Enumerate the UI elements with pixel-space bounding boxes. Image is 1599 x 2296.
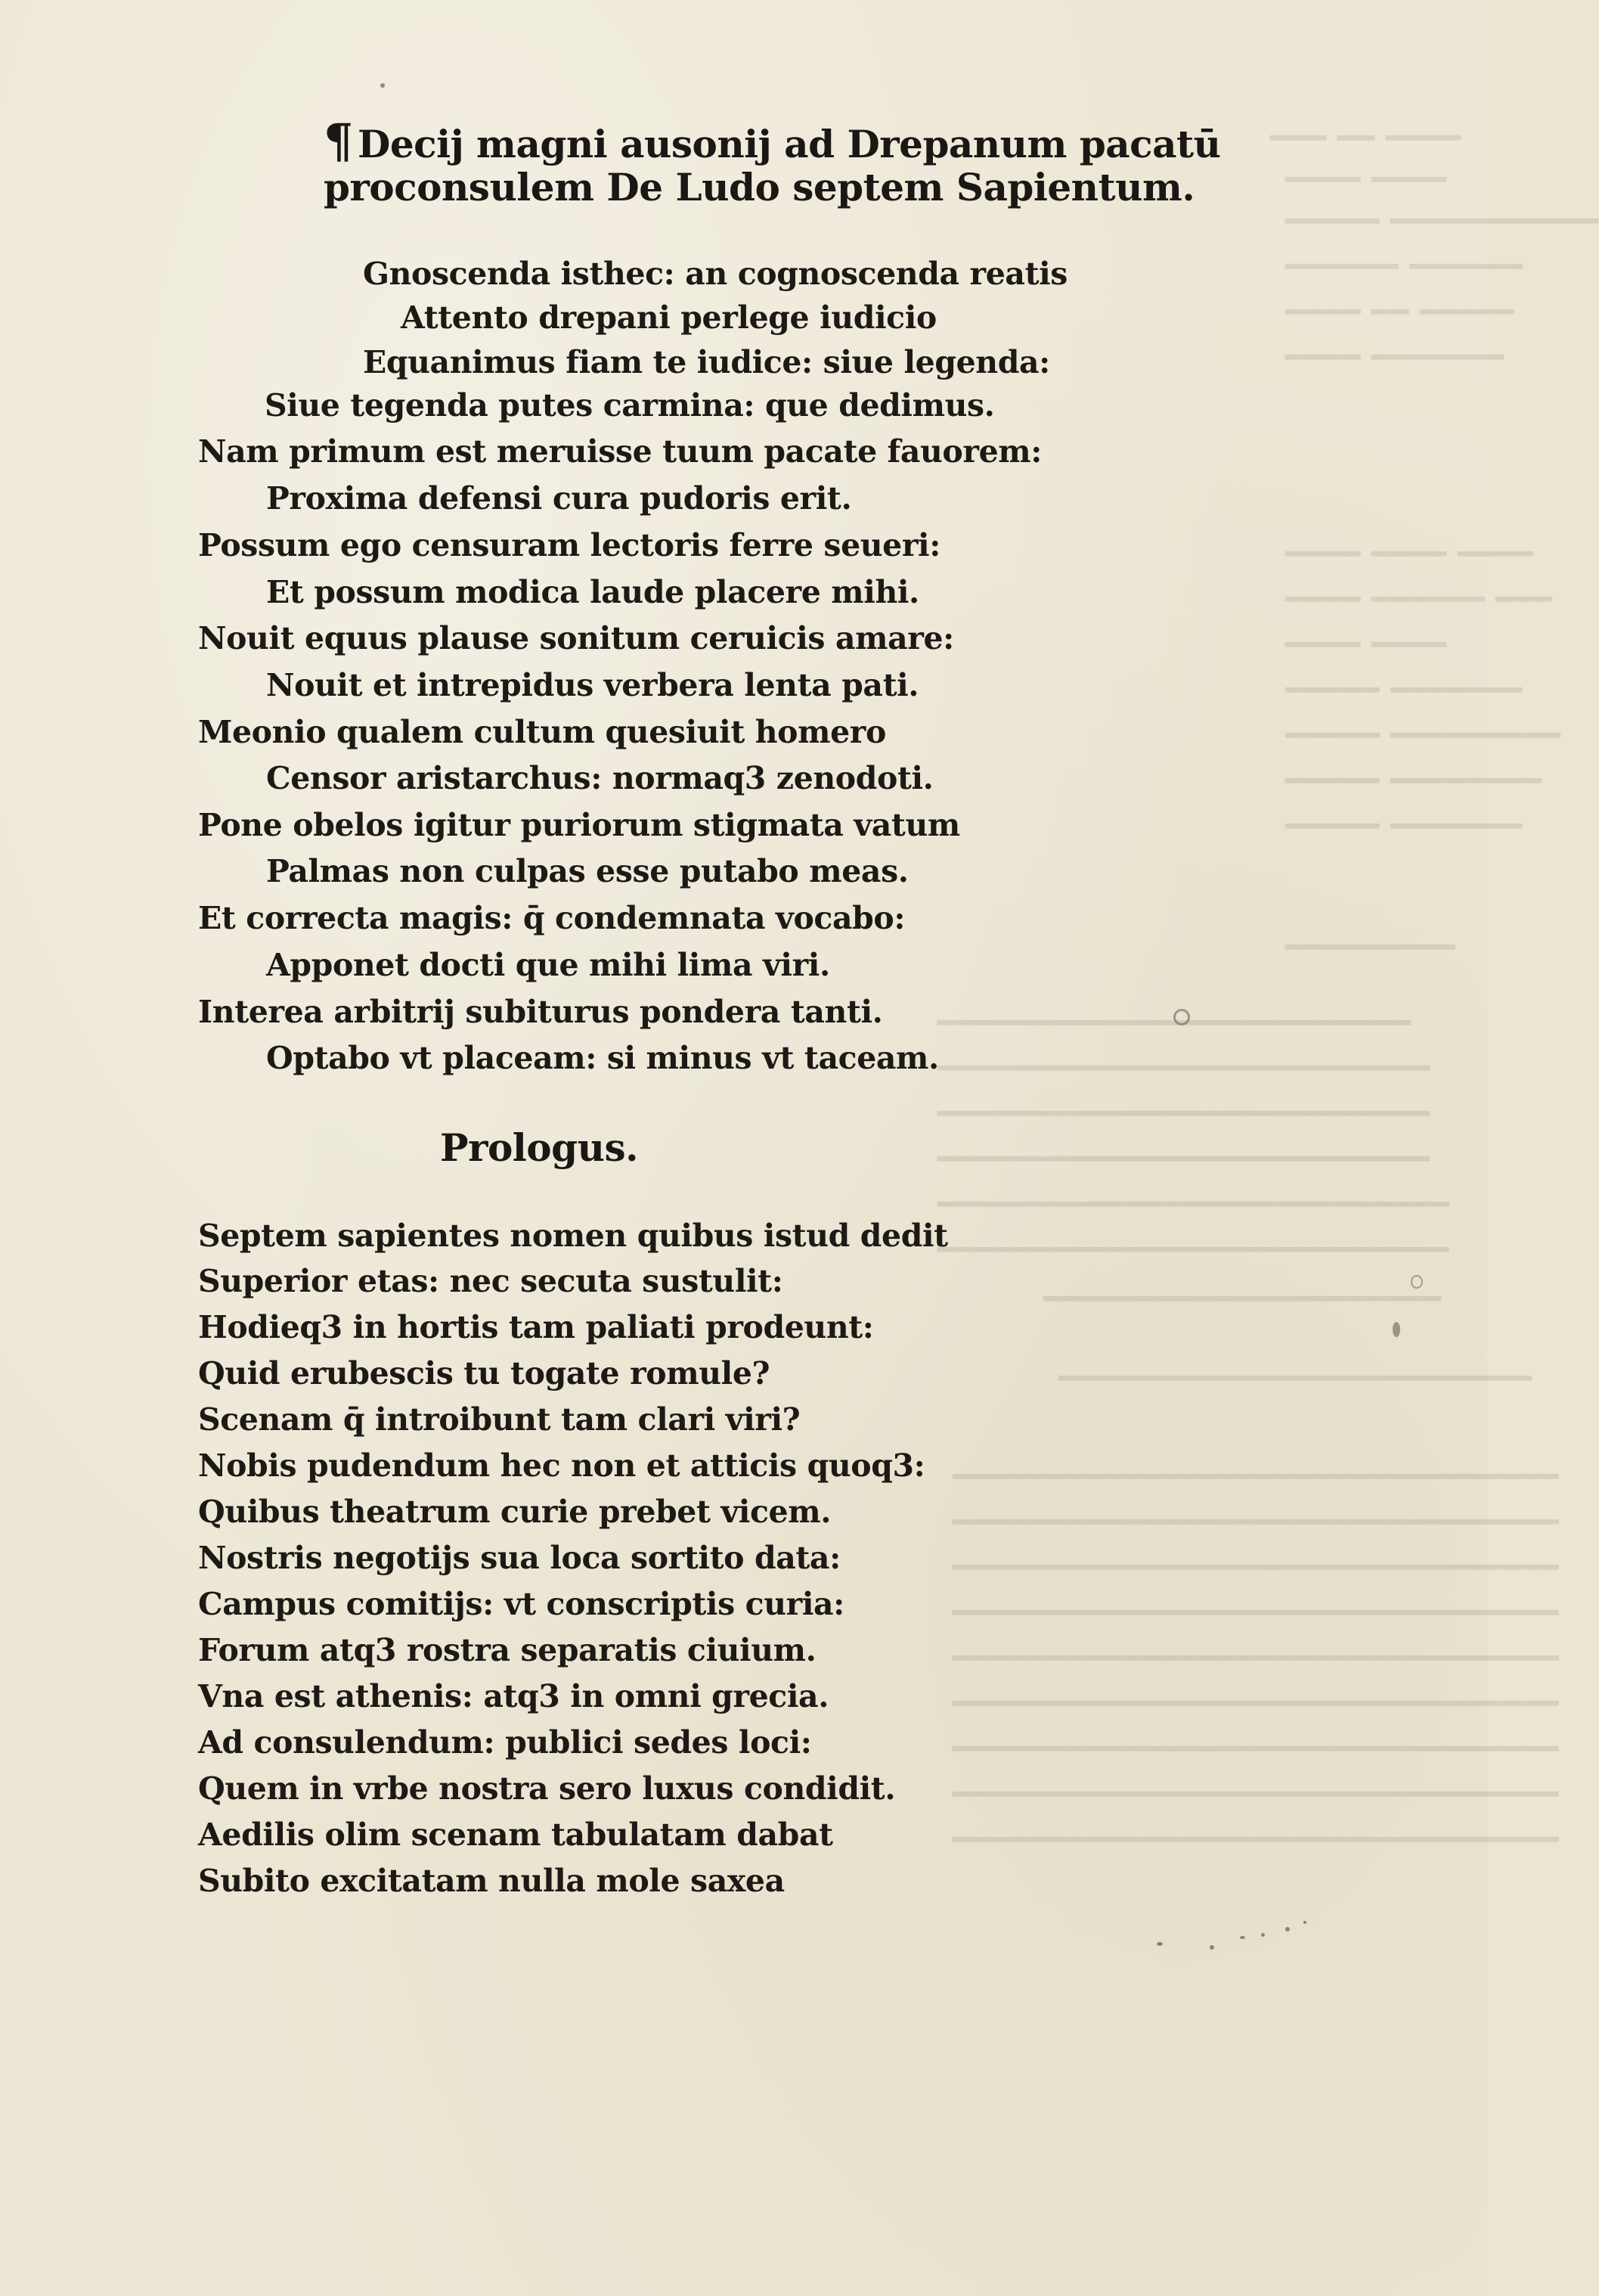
ink-speck [1173,1009,1190,1025]
verse-line: Et possum modica laude placere mihi. [266,574,919,610]
verse-line: Forum atq3 rostra separatis ciuium. [198,1632,817,1668]
bleed-through-line: ━━━━━━━━━━━━━━━━━━━━━━━━━━━━━━━━ [953,1641,1560,1676]
bleed-through-line: ━━━━━━━━━━━━━━━━━━━━━━━━━━━━━━━━ [953,1686,1560,1721]
verse-line: Quem in vrbe nostra sero luxus condidit. [198,1770,896,1807]
ink-speck [380,83,385,88]
verse-line: Nouit equus plause sonitum ceruicis amare: [198,620,954,656]
bleed-through-line: ━━━━ ━━━━ [1285,628,1448,662]
verse-line: Quid erubescis tu togate romule? [198,1355,770,1392]
bleed-through-line: ━━━━ ━━ ━━━━━ [1285,295,1515,330]
bleed-through-line: ━━━━━ ━━━━━━━ [1285,673,1523,708]
bleed-through-line: ━━━━━━━━━━━━━━━━━━━━━━━━━━━ [937,1187,1450,1222]
ink-speck [1240,1936,1245,1939]
verse-line: Vna est athenis: atq3 in omni grecia. [198,1678,829,1714]
ink-speck [1393,1322,1400,1337]
bleed-through-line: ━━━━━━━━━━━━━━━━━━━━━━━━━━━━━━━━ [953,1777,1560,1812]
bleed-through-line: ━━━━━━━━━ [1285,930,1456,965]
verse-line: Hodieq3 in hortis tam paliati prodeunt: [198,1309,874,1345]
verse-line: Gnoscenda isthec: an cognoscenda reatis [363,256,1068,292]
section-heading-prologus: Prologus. [440,1125,639,1170]
verse-line: Superior etas: nec secuta sustulit: [198,1263,783,1299]
bleed-through-line: ━━━━━━━━━━━━━━━━━━━━━━━━━━ [937,1097,1431,1131]
verse-line: Interea arbitrij subiturus pondera tanti. [198,994,883,1030]
verse-line: Equanimus fiam te iudice: siue legenda: [363,344,1050,380]
bleed-through-line: ━━━━━━━━━━━━━━━━━━━━━━━━━━━━━━━━ [953,1505,1560,1540]
page-title-line-2 [324,165,1195,209]
verse-line: Nouit et intrepidus verbera lenta pati. [266,667,919,703]
bleed-through-line: ━━━━━━━━━━━━━━━━━━━━━━━━━ [1058,1361,1533,1396]
ink-speck [1210,1945,1214,1950]
bleed-through-line: ━━━━━━━━━━━━━━━━━━━━━━━━━━━ [937,1233,1450,1267]
title-text-1: Decij magni ausonij ad Drepanum pacatū [357,122,1221,166]
title-text-2: proconsulem De Ludo septem Sapientum. [324,165,1195,209]
ink-speck [1261,1933,1265,1937]
verse-line: Nam primum est meruisse tuum pacate fauorem: [198,433,1042,470]
page-title-line-1 [324,113,1220,169]
bleed-through-line: ━━━━ ━━━━━━ ━━━ [1285,582,1553,617]
bleed-through-line: ━━━━━━━━━━━━━━━━━━━━━━━━━━━━━━━━ [953,1732,1560,1767]
verse-line: Possum ego censuram lectoris ferre seueri: [198,527,940,563]
ink-speck [1285,1927,1290,1931]
verse-line: Palmas non culpas esse putabo meas. [266,853,909,889]
pilcrow-mark: ¶ [324,113,353,169]
bleed-through-line: ━━━━ ━━━━ [1285,163,1448,197]
bleed-through-line: ━━━━━━ ━━━━━━ [1285,250,1523,284]
bleed-through-line: ━━━━━ ━━━━━━━━ [1285,764,1542,799]
verse-line: Septem sapientes nomen quibus istud dedit [198,1218,948,1254]
bleed-through-line: ━━━━━ ━━━━━━━ [1285,809,1523,844]
verse-line: Aedilis olim scenam tabulatam dabat [198,1817,833,1853]
ink-speck [1157,1942,1163,1946]
bleed-through-line: ━━━━ ━━━━━━━ [1285,340,1504,375]
bleed-through-line: ━━━━━━━━━━━━━━━━━━━━━ [1043,1282,1442,1317]
bleed-through-line: ━━━━━━━━━━━━━━━━━━━━━━━━━━ [937,1142,1431,1177]
verse-line: Pone obelos igitur puriorum stigmata vatum [198,807,960,843]
verse-line: Subito excitatam nulla mole saxea [198,1863,785,1899]
verse-line: Nostris negotijs sua loca sortito data: [198,1540,841,1576]
verse-line: Apponet docti que mihi lima viri. [266,947,830,983]
verse-line: Meonio qualem cultum quesiuit homero [198,714,886,750]
bleed-through-line: ━━━━━━━━━━━━━━━━━━━━━━━━━━━━━━━━ [953,1823,1560,1857]
ink-speck [1303,1921,1306,1924]
bleed-through-line: ━━━━━━━━━━━━━━━━━━━━━━━━━━━━━━━━ [953,1596,1560,1630]
bleed-through-line: ━━━━━ ━━━━━━━━━━━ [1285,204,1599,239]
verse-line: Quibus theatrum curie prebet vicem. [198,1494,832,1530]
verse-line: Proxima defensi cura pudoris erit. [266,480,852,517]
verse-line: Optabo vt placeam: si minus vt taceam. [266,1040,939,1076]
bleed-through-line: ━━━━━━━━━━━━━━━━━━━━━━━━━━━━━━━━ [953,1460,1560,1494]
bleed-through-line: ━━━━━━━━━━━━━━━━━━━━━━━━━━ [937,1051,1431,1086]
verse-line: Et correcta magis: q̄ condemnata vocabo: [198,900,906,936]
verse-line: Ad consulendum: publici sedes loci: [198,1724,812,1761]
verse-line: Nobis pudendum hec non et atticis quoq3: [198,1447,925,1484]
verse-line: Siue tegenda putes carmina: que dedimus. [265,387,995,424]
verse-line: Attento drepani perlege iudicio [401,299,937,336]
bleed-through-line: ━━━━━━━━━━━━━━━━━━━━━━━━━ [937,1006,1412,1041]
bleed-through-line: ━━━━━━━━━━━━━━━━━━━━━━━━━━━━━━━━ [953,1550,1560,1585]
verse-line: Campus comitijs: vt conscriptis curia: [198,1586,844,1622]
bleed-through-line: ━━━━ ━━━━ ━━━━ [1285,537,1534,572]
ink-speck [1411,1275,1423,1289]
verse-line: Censor aristarchus: normaq3 zenodoti. [266,760,934,796]
bleed-through-line: ━━━ ━━ ━━━━ [1270,121,1462,156]
verse-line: Scenam q̄ introibunt tam clari viri? [198,1401,801,1438]
bleed-through-line: ━━━━━ ━━━━━━━━━ [1285,718,1561,753]
